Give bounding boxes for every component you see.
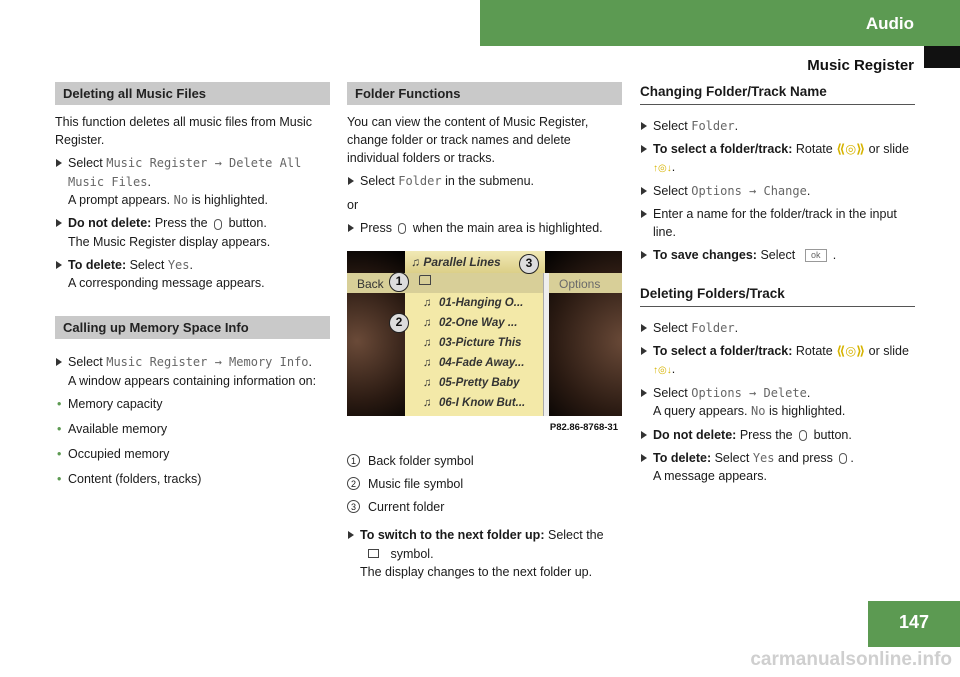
music-note-icon: ♫	[423, 297, 432, 310]
legend-item: 3 Current folder	[347, 498, 622, 516]
step-select-track: To select a folder/track: Rotate ⟪◎⟫ or slide ↑◎↓.	[640, 342, 915, 379]
heading-change-name: Changing Folder/Track Name	[640, 82, 915, 105]
step-select-track: To select a folder/track: Rotate ⟪◎⟫ or slide ↑◎↓.	[640, 140, 915, 177]
folder-intro: You can view the content of Music Register, change folder or track names and delete individual folders or tracks.	[347, 115, 589, 166]
screen-track-list	[405, 293, 543, 416]
page-number: 147	[868, 601, 960, 647]
memory-bullet: • Available memory	[55, 420, 330, 438]
subsection-title: Music Register	[807, 57, 914, 74]
track-row: ♫ 03-Picture This	[405, 333, 543, 353]
rotate-knob-icon: ⟪◎⟫	[836, 141, 866, 156]
column-right	[640, 82, 915, 490]
or-text: or	[347, 197, 359, 212]
knob-press-icon	[214, 219, 222, 230]
step-folder-up: To switch to the next folder up: Select the symbol. The display changes to the next folder up.	[347, 526, 622, 580]
step-select-folder: Select Folder.	[640, 319, 915, 337]
callout-1: 1	[389, 272, 409, 292]
step-to-delete: To delete: Select Yes and press . A message appears.	[640, 449, 915, 486]
knob-press-icon	[839, 453, 847, 464]
image-code: P82.86-8768-31	[347, 416, 622, 436]
heading-memory-info: Calling up Memory Space Info	[55, 316, 330, 339]
folder-up-icon	[419, 275, 431, 285]
heading-delete-all: Deleting all Music Files	[55, 82, 330, 105]
step-enter-name: Enter a name for the folder/track in the input line.	[640, 205, 915, 241]
step-options-delete: Select Options → Delete. A query appears. No is highlighted.	[640, 384, 915, 421]
callout-3: 3	[519, 254, 539, 274]
track-row: ♫ 06-I Know But...	[405, 393, 543, 413]
screen-current-folder: ♫ Parallel Lines	[405, 251, 545, 273]
step-save-changes: To save changes: Select ok .	[640, 246, 915, 264]
step-to-delete: To delete: Select Yes. A corresponding message appears.	[55, 256, 330, 293]
screen-scrollbar	[543, 273, 549, 416]
step-do-not-delete: Do not delete: Press the button. The Music Register display appears.	[55, 214, 330, 250]
step-select-folder: Select Folder.	[640, 117, 915, 135]
screen-options-label: Options	[559, 277, 601, 292]
section-title: Audio	[865, 14, 914, 33]
corner-marker	[924, 46, 960, 68]
track-row: ♫ 05-Pretty Baby	[405, 373, 543, 393]
legend-item: 1 Back folder symbol	[347, 452, 622, 470]
step-options-change: Select Options → Change.	[640, 182, 915, 200]
memory-bullet: • Content (folders, tracks)	[55, 470, 330, 488]
delete-all-intro: This function deletes all music files from Music Register.	[55, 115, 313, 148]
watermark: carmanualsonline.info	[750, 649, 952, 671]
step-select-delete-all: Select Music Register → Delete All Music Files. A prompt appears. No is highlighted.	[55, 154, 330, 209]
track-row: ♫ 02-One Way ...	[405, 313, 543, 333]
step-do-not-delete: Do not delete: Press the button.	[640, 426, 915, 444]
column-middle	[347, 82, 622, 586]
ok-button-icon: ok	[805, 249, 827, 262]
rotate-knob-icon: ⟪◎⟫	[836, 344, 866, 359]
step-press-knob: Press when the main area is highlighted.	[347, 219, 622, 237]
step-select-memory-info: Select Music Register → Memory Info. A window appears containing information on:	[55, 353, 330, 390]
track-row: ♫ 01-Hanging O...	[405, 293, 543, 313]
music-note-icon: ♫	[423, 377, 432, 390]
display-screenshot	[347, 251, 622, 436]
music-note-icon: ♫	[423, 397, 432, 410]
slide-knob-icon: ↑◎↓	[653, 365, 672, 377]
music-note-icon: ♫	[423, 337, 432, 350]
column-left	[55, 82, 330, 495]
knob-press-icon	[799, 430, 807, 441]
track-row: ♫ 04-Fade Away...	[405, 353, 543, 373]
screen-back-label: Back	[357, 277, 384, 292]
memory-bullet: • Memory capacity	[55, 395, 330, 413]
heading-folder-functions: Folder Functions	[347, 82, 622, 105]
section-tab	[480, 0, 960, 46]
music-note-icon: ♫	[423, 357, 432, 370]
memory-bullet: • Occupied memory	[55, 445, 330, 463]
knob-press-icon	[398, 223, 406, 234]
folder-up-icon	[368, 549, 379, 558]
step-select-folder: Select Folder in the submenu.	[347, 172, 622, 190]
legend-item: 2 Music file symbol	[347, 475, 622, 493]
callout-2: 2	[389, 313, 409, 333]
slide-knob-icon: ↑◎↓	[653, 163, 672, 175]
heading-delete-folders: Deleting Folders/Track	[640, 284, 915, 307]
music-note-icon: ♫	[423, 317, 432, 330]
